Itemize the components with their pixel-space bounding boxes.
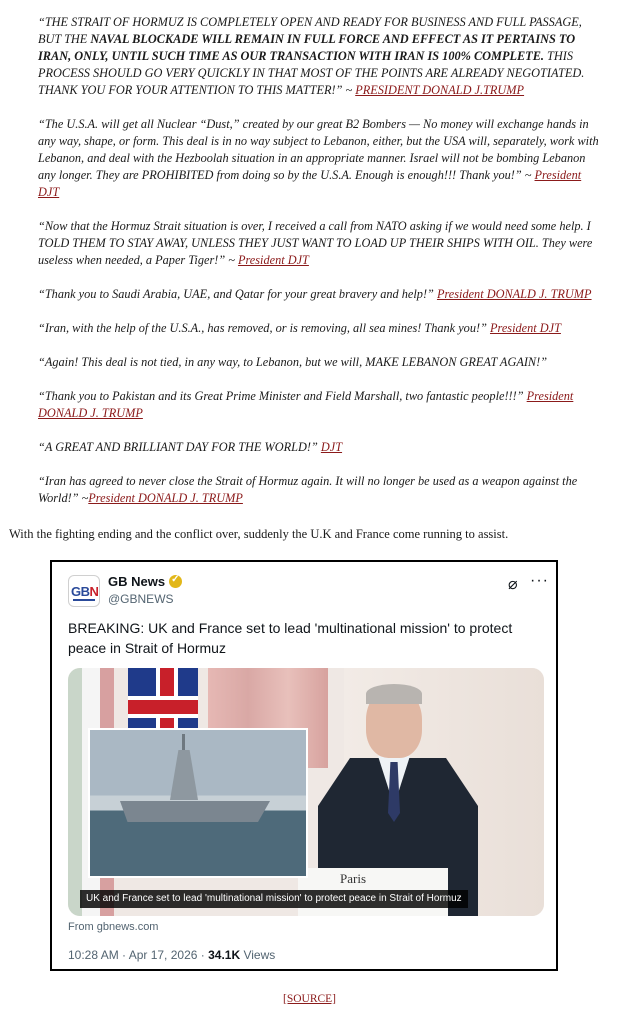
- quote-bold-text: NAVAL BLOCKADE WILL REMAIN IN FULL FORCE AND EFFECT AS IT PERTAINS TO IRAN, ONLY, UNTIL SUCH TIME AS OUR TRANSACTION WITH IRAN IS 100% COMPLETE.: [38, 32, 576, 63]
- logo-letters-gb: GB: [71, 584, 90, 599]
- quote-4: [38, 286, 604, 303]
- intro-paragraph: With the fighting ending and the conflict over, suddenly the U.K and France come running to assist.: [9, 527, 509, 541]
- source-container: [0, 993, 619, 1005]
- verified-badge-icon: [169, 575, 182, 588]
- source-link[interactable]: [SOURCE]: [282, 993, 337, 1005]
- source-domain[interactable]: From gbnews.com: [68, 921, 159, 933]
- quote-attribution-link[interactable]: DJT: [320, 440, 343, 454]
- quote-attribution-link[interactable]: President DONALD J. TRUMP: [38, 389, 574, 420]
- account-name-text: GB News: [108, 574, 166, 589]
- gbnews-logo[interactable]: [68, 575, 100, 607]
- quote-7: [38, 388, 604, 422]
- quote-attribution-link[interactable]: President DJT: [38, 168, 582, 199]
- quote-text: “Thank you to Pakistan and its Great Prime Minister and Field Marshall, two fantastic people!!!”: [38, 389, 527, 403]
- quote-attribution-link[interactable]: PRESIDENT DONALD J.TRUMP: [355, 83, 525, 97]
- quote-attribution-link[interactable]: President DONALD J. TRUMP: [88, 491, 243, 505]
- quote-text: “Iran has agreed to never close the Strait of Hormuz again. It will no longer be used as a weapon against the World!” ~: [38, 474, 578, 505]
- tweet-timestamp[interactable]: 10:28 AM · Apr 17, 2026 ·: [68, 948, 209, 962]
- views-count: 34.1K: [208, 948, 241, 962]
- tweet-meta: [68, 948, 275, 962]
- tweet-media[interactable]: [68, 668, 544, 916]
- quote-text: “Now that the Hormuz Strait situation is over, I received a call from NATO asking if we would need some help. I TOLD THEM TO STAY AWAY, UNLESS THEY JUST WANT TO LOAD UP THEIR SHIPS WITH OIL. They were useless when needed, a Paper Tiger!” ~: [38, 219, 593, 267]
- quote-6: [38, 354, 604, 371]
- quote-text: “The U.S.A. will get all Nuclear “Dust,” created by our great B2 Bombers — No money will exchange hands in any way, shape, or form. This deal is in no way subject to Lebanon, either, but the USA will, separately, work with Lebanon, and deal with the Hezboolah situation in an appropriate manner. Israel will not be bombing Lebanon any longer. They are PROHIBITED from doing so by the U.S.A. Enough is enough!!! Thank you!” ~: [38, 117, 599, 182]
- quote-text: “Thank you to Saudi Arabia, UAE, and Qatar for your great bravery and help!”: [38, 287, 437, 301]
- quote-1: [38, 14, 604, 99]
- tweet-header: [68, 572, 549, 612]
- logo-text: [71, 584, 98, 599]
- grok-icon[interactable]: ⌀: [508, 576, 518, 593]
- logo-letter-n: N: [89, 584, 99, 599]
- quote-text: “THE STRAIT OF HORMUZ IS COMPLETELY OPEN AND READY FOR BUSINESS AND FULL PASSAGE, BUT THE: [38, 15, 582, 46]
- quote-text: “Again! This deal is not tied, in any way, to Lebanon, but we will, MAKE LEBANON GREAT AGAIN!”: [38, 355, 548, 369]
- quote-3: [38, 218, 604, 269]
- lectern-text: Paris: [340, 871, 366, 886]
- quote-attribution-link[interactable]: President DONALD J. TRUMP: [436, 287, 592, 301]
- more-options-icon[interactable]: ···: [530, 572, 549, 589]
- quotes-section: [38, 14, 604, 524]
- quote-text-continued: THIS PROCESS SHOULD GO VERY QUICKLY IN THAT MOST OF THE POINTS ARE ALREADY NEGOTIATED. THANK YOU FOR YOUR ATTENTION TO THIS MATTER!” ~: [38, 49, 585, 97]
- quote-2: [38, 116, 604, 201]
- tweet-text: BREAKING: UK and France set to lead 'multinational mission' to protect peace in Strait of Hormuz: [68, 620, 513, 656]
- quote-8: [38, 439, 604, 456]
- quote-9: [38, 473, 604, 507]
- quote-attribution-link[interactable]: President DJT: [489, 321, 561, 335]
- quote-text: “A GREAT AND BRILLIANT DAY FOR THE WORLD!”: [38, 440, 321, 454]
- media-caption: UK and France set to lead 'multinational mission' to protect peace in Strait of Hormuz: [80, 890, 468, 908]
- embedded-tweet[interactable]: [50, 560, 558, 971]
- speaker-hair: [366, 684, 422, 704]
- quote-5: [38, 320, 604, 337]
- views-label: Views: [240, 948, 276, 962]
- account-handle[interactable]: @GBNEWS: [108, 592, 174, 606]
- quote-text: “Iran, with the help of the U.S.A., has removed, or is removing, all sea mines! Thank you!”: [38, 321, 490, 335]
- ship-tower: [170, 750, 198, 800]
- logo-underline: [73, 599, 95, 601]
- warship-inset-image: [88, 728, 308, 878]
- quote-attribution-link[interactable]: President DJT: [237, 253, 309, 267]
- account-name[interactable]: [108, 574, 182, 589]
